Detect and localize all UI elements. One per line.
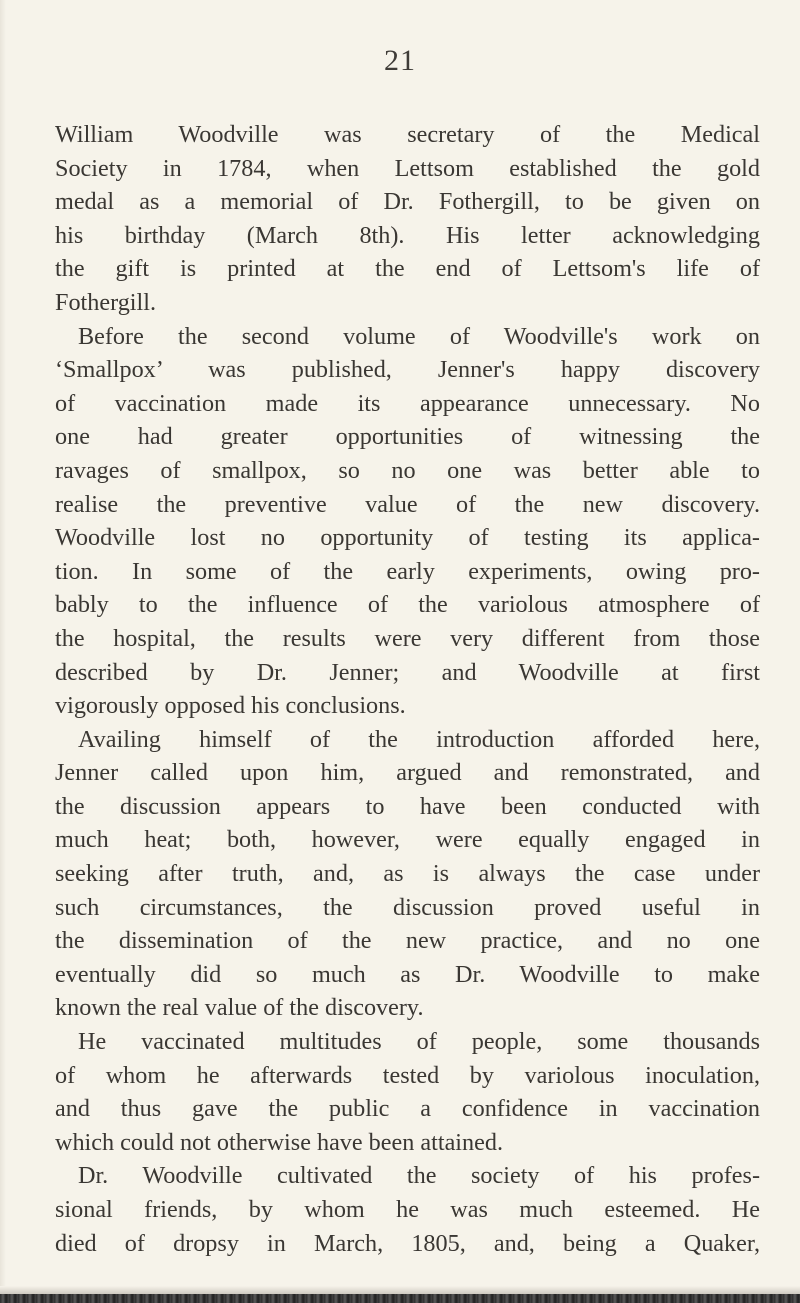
text-line: Jenner called upon him, argued and remonstrated, and bbox=[55, 759, 760, 787]
text-line: the hospital, the results were very different from those bbox=[55, 624, 760, 652]
text-line: one had greater opportunities of witnessing the bbox=[55, 423, 760, 451]
text-line: the gift is printed at the end of Lettsom's life of bbox=[55, 255, 760, 283]
text-line: vigorously opposed his conclusions. bbox=[55, 692, 406, 720]
text-line: seeking after truth, and, as is always the case under bbox=[55, 860, 760, 888]
text-line: known the real value of the discovery. bbox=[55, 994, 424, 1022]
page-bottom-shadow bbox=[0, 1286, 800, 1294]
text-line: ravages of smallpox, so no one was better able to bbox=[55, 456, 760, 484]
paragraph bbox=[55, 1159, 760, 1260]
body-text bbox=[55, 118, 760, 1260]
text-line: which could not otherwise have been attained. bbox=[55, 1128, 503, 1156]
text-line: of whom he afterwards tested by variolous inoculation, bbox=[55, 1061, 760, 1089]
text-line: Availing himself of the introduction afforded here, bbox=[78, 725, 760, 753]
text-line: Woodville lost no opportunity of testing its applica- bbox=[55, 524, 760, 552]
text-line: died of dropsy in March, 1805, and, being a Quaker, bbox=[55, 1229, 760, 1257]
text-line: sional friends, by whom he was much esteemed. He bbox=[55, 1196, 760, 1223]
scan-edge-strip bbox=[0, 1294, 800, 1303]
page-gutter-shadow bbox=[0, 0, 6, 1303]
text-line: medal as a memorial of Dr. Fothergill, to be given on bbox=[55, 188, 760, 216]
text-line: realise the preventive value of the new discovery. bbox=[55, 490, 760, 518]
text-line: and thus gave the public a confidence in vaccination bbox=[55, 1095, 760, 1123]
paragraph bbox=[55, 118, 760, 320]
text-line: such circumstances, the discussion proved useful in bbox=[55, 893, 760, 921]
page-number: 21 bbox=[384, 44, 416, 77]
text-line: Dr. Woodville cultivated the society of his profes- bbox=[78, 1162, 760, 1190]
text-line: ‘Smallpox’ was published, Jenner's happy discovery bbox=[55, 356, 760, 384]
text-line: William Woodville was secretary of the Medical bbox=[55, 121, 760, 148]
paragraph bbox=[55, 723, 760, 1025]
text-line: Society in 1784, when Lettsom established the gold bbox=[55, 154, 760, 182]
paragraph bbox=[55, 320, 760, 723]
text-line: described by Dr. Jenner; and Woodville at first bbox=[55, 658, 760, 686]
text-line: the dissemination of the new practice, and no one bbox=[55, 927, 760, 955]
text-line: of vaccination made its appearance unnecessary. No bbox=[55, 389, 760, 417]
text-line: Fothergill. bbox=[55, 288, 157, 316]
paragraph bbox=[55, 1025, 760, 1159]
text-line: tion. In some of the early experiments, owing pro- bbox=[55, 557, 760, 585]
text-line: He vaccinated multitudes of people, some thousands bbox=[78, 1028, 760, 1056]
text-line: much heat; both, however, were equally engaged in bbox=[55, 826, 760, 854]
text-line: bably to the influence of the variolous atmosphere of bbox=[55, 591, 760, 619]
text-line: Before the second volume of Woodville's work on bbox=[78, 322, 760, 350]
text-line: the discussion appears to have been conducted with bbox=[55, 792, 760, 820]
text-line: his birthday (March 8th). His letter acknowledging bbox=[55, 221, 760, 249]
text-line: eventually did so much as Dr. Woodville to make bbox=[55, 960, 760, 988]
